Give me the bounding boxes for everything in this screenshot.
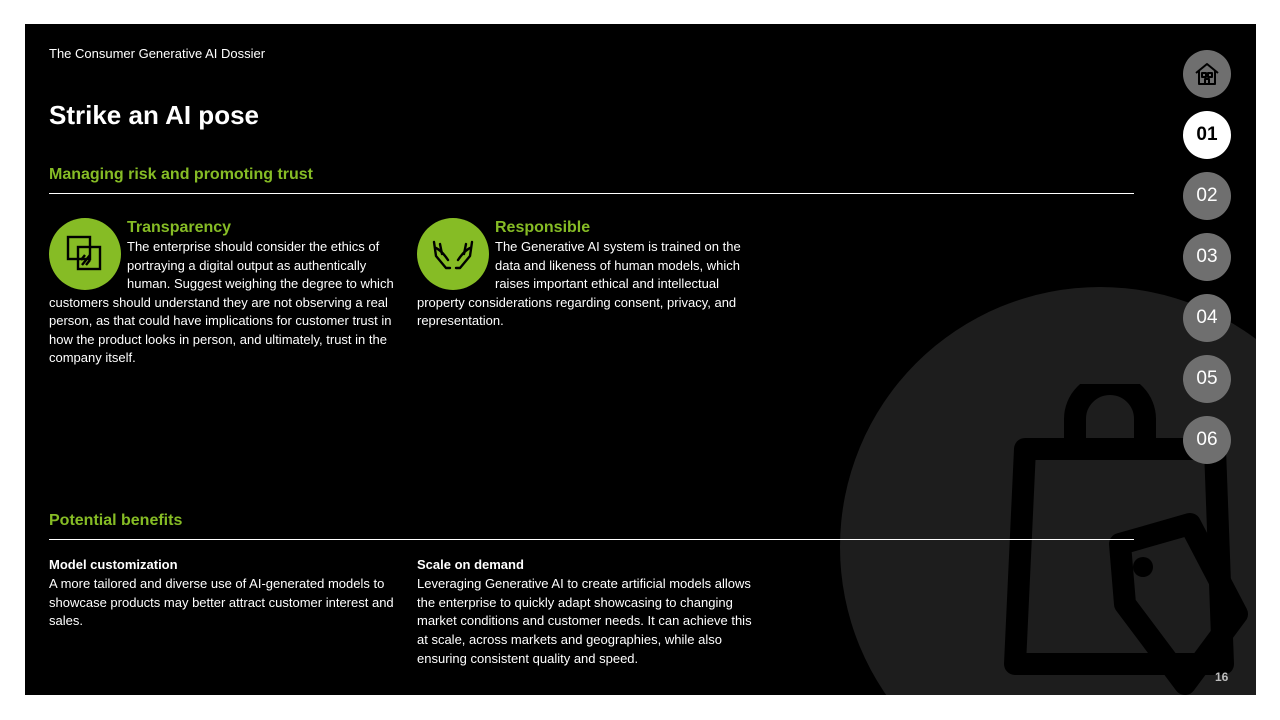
layered-squares-icon: [49, 218, 121, 290]
page-number: 16: [1215, 670, 1229, 684]
nav-item-02[interactable]: 02: [1183, 172, 1231, 220]
benefit-title: Model customization: [49, 557, 178, 572]
feature-transparency: [49, 218, 399, 368]
benefit-text: A more tailored and diverse use of AI-generated models to showcase products may better attract customer interest and sales.: [49, 575, 394, 629]
section-heading-risk: Managing risk and promoting trust: [49, 166, 1134, 194]
home-icon: [1193, 60, 1221, 88]
feature-responsible: [417, 218, 762, 331]
benefit-title: Scale on demand: [417, 557, 524, 572]
nav-item-06[interactable]: 06: [1183, 416, 1231, 464]
benefit-model-customization: [49, 556, 399, 631]
feature-text: The enterprise should consider the ethics of portraying a digital output as authentically human. Suggest weighing the degree to which customers should understand they are not observing a real person, as that could have implications for customer trust in how the product looks in person, and ultimately, trust in the company itself.: [49, 239, 394, 365]
feature-title: Responsible: [495, 219, 591, 236]
home-button[interactable]: [1183, 50, 1231, 98]
caring-hands-icon: [417, 218, 489, 290]
feature-title: Transparency: [127, 219, 232, 236]
feature-text: The Generative AI system is trained on the data and likeness of human models, which raises important ethical and intellectual property considerations regarding consent, privacy, and representation.: [417, 239, 741, 328]
nav-item-05[interactable]: 05: [1183, 355, 1231, 403]
benefit-scale-on-demand: [417, 556, 762, 669]
nav-item-04[interactable]: 04: [1183, 294, 1231, 342]
nav-item-01[interactable]: 01: [1183, 111, 1231, 159]
section-nav: [1183, 50, 1231, 477]
slide: [25, 24, 1256, 695]
section-heading-benefits: Potential benefits: [49, 512, 1134, 540]
page-title: Strike an AI pose: [49, 100, 259, 130]
benefit-text: Leveraging Generative AI to create artificial models allows the enterprise to quickly adapt showcasing to changing market conditions and customer needs. It can achieve this at scale, across markets and geographies, while also ensuring consistent quality and speed.: [417, 575, 752, 666]
nav-item-03[interactable]: 03: [1183, 233, 1231, 281]
document-title: The Consumer Generative AI Dossier: [49, 46, 266, 61]
